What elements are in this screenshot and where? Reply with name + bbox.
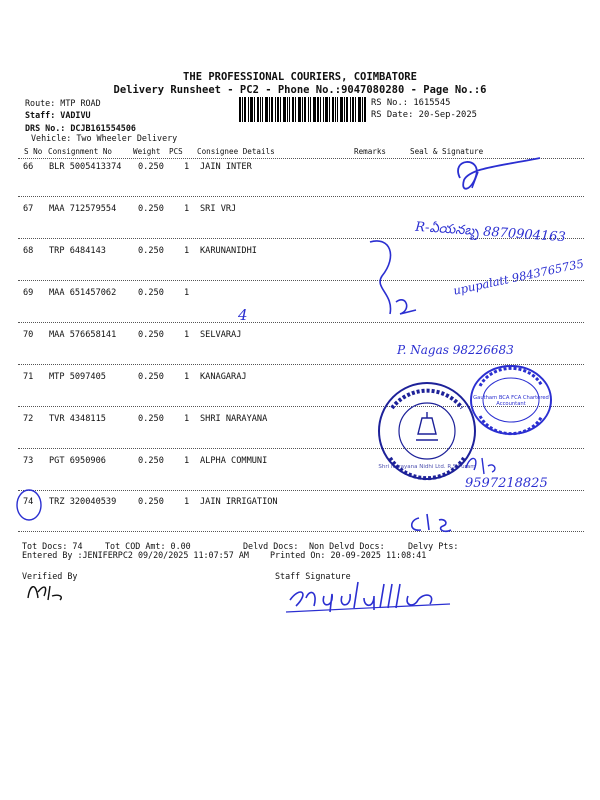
row-weight: 0.250: [138, 162, 164, 172]
row-pcs: 1: [184, 414, 190, 424]
round-stamp-text: Shri Narayana Nidhi Ltd. R.S.Puram: [378, 464, 476, 470]
verified-signature: [24, 578, 74, 606]
row-pcs: 1: [184, 246, 190, 256]
verified-by-label: Verified By: [22, 571, 78, 581]
row-consignment: MAA 651457062: [49, 288, 117, 298]
row-consignee: KARUNANIDHI: [200, 246, 257, 256]
runsheet-subtitle: Delivery Runsheet - PC2 - Phone No.:9047080280 - Page No.:6: [113, 84, 487, 96]
printed-on: Printed On: 20-09-2025 11:08:41: [270, 550, 427, 560]
row-sno: 73: [23, 456, 34, 466]
staff-signature-ink: [280, 578, 510, 618]
table-row: [0, 497, 600, 511]
company-title: THE PROFESSIONAL COURIERS, COIMBATORE: [183, 71, 417, 83]
row-divider: [18, 531, 584, 532]
col-pcs: PCS: [169, 147, 183, 156]
row-divider: [18, 448, 584, 449]
row-consignee: SRI VRJ: [200, 204, 237, 214]
barcode-image: [239, 97, 367, 122]
staff-label: Staff: VADIVU: [25, 110, 91, 120]
row-consignee: ALPHA COMMUNI: [200, 456, 268, 466]
row-sno: 69: [23, 288, 34, 298]
handwritten-note-row67: R-ఏయనబ్బ 8870904163: [414, 219, 567, 246]
col-remarks: Remarks: [354, 147, 387, 156]
col-consignee: Consignee Details: [197, 147, 275, 156]
row-pcs: 1: [184, 497, 190, 507]
table-row: [0, 288, 600, 302]
rs-number: RS No.: 1615545: [371, 98, 451, 108]
vehicle-label: Vehicle: Two Wheeler Delivery: [31, 133, 178, 143]
non-delivered-docs: Non Delvd Docs:: [309, 541, 385, 551]
signature-row66: [420, 148, 550, 198]
row-pcs: 1: [184, 330, 190, 340]
staff-signature-label: Staff Signature: [275, 571, 351, 581]
row-consignment: TRP 6484143: [49, 246, 106, 256]
handwritten-note-row70: P. Nagas 98226683: [397, 343, 514, 357]
row-pcs: 1: [184, 162, 190, 172]
row-weight: 0.250: [138, 204, 164, 214]
row-sno: 71: [23, 372, 34, 382]
row-sno: 70: [23, 330, 34, 340]
handwritten-phone-row73: 9597218825: [465, 476, 548, 491]
signature-row74: [405, 508, 465, 536]
row-sno: 72: [23, 414, 34, 424]
row-weight: 0.250: [138, 288, 164, 298]
delivered-docs: Delvd Docs:: [243, 541, 299, 551]
row-weight: 0.250: [138, 372, 164, 382]
row-weight: 0.250: [138, 456, 164, 466]
sno-circle-mark: [14, 488, 44, 522]
handwritten-mark-row70: 4: [238, 306, 248, 324]
row-weight: 0.250: [138, 414, 164, 424]
row-consignment: PGT 6950906: [49, 456, 106, 466]
row-pcs: 1: [184, 372, 190, 382]
row-consignment: BLR 5005413374: [49, 162, 122, 172]
table-row: [0, 246, 600, 260]
row-weight: 0.250: [138, 330, 164, 340]
row-consignee: SHRI NARAYANA: [200, 414, 268, 424]
entered-by: Entered By :JENIFERPC2 09/20/2025 11:07:57 AM: [22, 550, 249, 560]
drs-number: DRS No.: DCJB161554506: [25, 123, 136, 133]
row-pcs: 1: [184, 456, 190, 466]
signature-row69: [360, 236, 440, 326]
row-pcs: 1: [184, 288, 190, 298]
row-consignment: MTP 5097405: [49, 372, 106, 382]
total-docs: Tot Docs: 74: [22, 541, 83, 551]
row-divider: [18, 322, 584, 323]
table-row: [0, 204, 600, 218]
row-consignee: JAIN IRRIGATION: [200, 497, 278, 507]
row-sno: 68: [23, 246, 34, 256]
row-consignee: SELVARAJ: [200, 330, 242, 340]
row-sno: 74: [23, 497, 34, 507]
col-seal: Seal & Signature: [410, 147, 484, 156]
route-label: Route: MTP ROAD: [25, 98, 101, 108]
row-consignment: MAA 712579554: [49, 204, 117, 214]
total-cod: Tot COD Amt: 0.00: [105, 541, 191, 551]
row-sno: 67: [23, 204, 34, 214]
row-consignment: TVR 4348115: [49, 414, 106, 424]
col-sno: S No: [24, 147, 43, 156]
row-consignee: JAIN INTER: [200, 162, 252, 172]
row-weight: 0.250: [138, 246, 164, 256]
table-row: [0, 330, 600, 344]
row-weight: 0.250: [138, 497, 164, 507]
row-consignment: TRZ 320040539: [49, 497, 117, 507]
rs-date: RS Date: 20-Sep-2025: [371, 110, 477, 120]
accountant-stamp-text: Gautham BCA FCA Chartered Accountant: [473, 395, 549, 407]
handwritten-note-row69: upupalatt 9843765735: [451, 256, 586, 298]
col-weight: Weight: [133, 147, 161, 156]
delivery-points: Delvy Pts:: [408, 541, 459, 551]
row-sno: 66: [23, 162, 34, 172]
row-pcs: 1: [184, 204, 190, 214]
row-consignment: MAA 576658141: [49, 330, 117, 340]
row-consignee: KANAGARAJ: [200, 372, 247, 382]
col-consignment: Consignment No: [48, 147, 113, 156]
